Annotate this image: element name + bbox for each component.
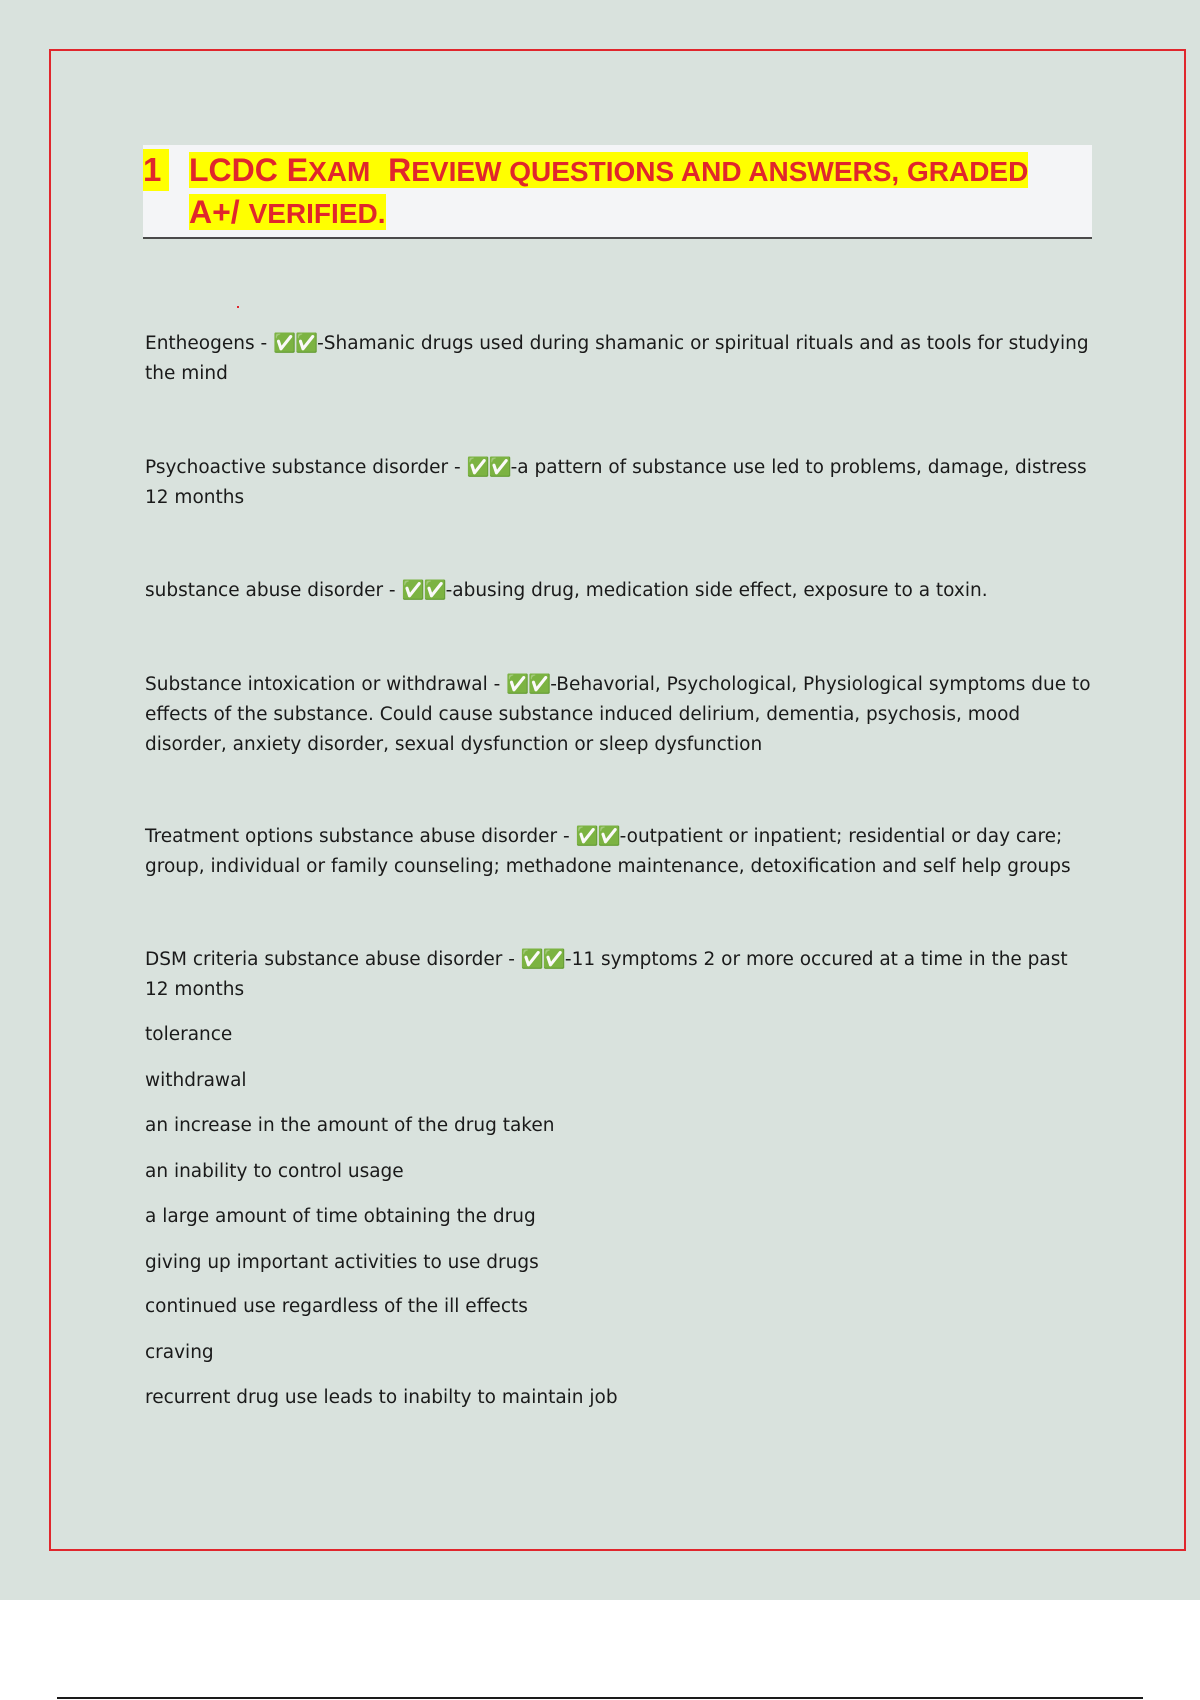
- dsm-list-item: an inability to control usage: [145, 1161, 404, 1182]
- entry-entheogens: [145, 329, 1095, 389]
- dsm-list-item: a large amount of time obtaining the drug: [145, 1206, 536, 1227]
- entry-term: substance abuse disorder -: [145, 580, 402, 601]
- decorative-dot: [237, 306, 239, 308]
- entry-treatment-options: [145, 822, 1095, 882]
- entry-term: DSM criteria substance abuse disorder -: [145, 949, 521, 970]
- dsm-list-item: withdrawal: [145, 1070, 247, 1091]
- check-mark-icon: ✅✅: [401, 580, 446, 601]
- entry-definition: -11 symptoms 2 or more occured at a time in the past 12 months: [145, 949, 1068, 1000]
- footer-divider: [57, 1697, 1143, 1699]
- entry-term: Psychoactive substance disorder -: [145, 457, 467, 478]
- entry-substance-abuse-disorder: [145, 576, 1095, 606]
- entry-dsm-criteria: [145, 945, 1095, 1005]
- check-mark-icon: ✅✅: [575, 826, 620, 847]
- entry-psychoactive-substance-disorder: [145, 453, 1095, 513]
- page-border: [49, 49, 1186, 1551]
- entry-definition: -outpatient or inpatient; residential or day care; group, individual or family counseling; methadone maintenance, detoxification and self help groups: [145, 826, 1071, 877]
- dsm-list-item: continued use regardless of the ill effects: [145, 1296, 528, 1317]
- entry-term: Substance intoxication or withdrawal -: [145, 674, 507, 695]
- check-mark-icon: ✅✅: [506, 674, 551, 695]
- entry-definition: -Behavorial, Psychological, Physiological symptoms due to effects of the substance. Could cause substance induced delirium, dementia, psychosis, mood disorder, anxiety disorder, sexual dysfunction or sleep dysfunction: [145, 674, 1091, 755]
- document-title: [143, 145, 1092, 239]
- dsm-list-item: an increase in the amount of the drug taken: [145, 1115, 555, 1136]
- entry-term: Entheogens -: [145, 333, 274, 354]
- dsm-list-item: giving up important activities to use drugs: [145, 1252, 539, 1273]
- check-mark-icon: ✅✅: [466, 457, 511, 478]
- title-line-2: A+/ VERIFIED.: [189, 194, 386, 230]
- entry-definition: -abusing drug, medication side effect, exposure to a toxin.: [445, 580, 988, 601]
- check-mark-icon: ✅✅: [273, 333, 318, 354]
- dsm-list-item: craving: [145, 1342, 214, 1363]
- dsm-list-item: recurrent drug use leads to inabilty to maintain job: [145, 1387, 618, 1408]
- title-line-1: LCDC EXAM REVIEW QUESTIONS AND ANSWERS, GRADED: [189, 152, 1029, 188]
- dsm-list-item: tolerance: [145, 1024, 233, 1045]
- title-number: 1: [143, 149, 169, 191]
- entry-substance-intoxication: [145, 670, 1095, 760]
- entry-term: Treatment options substance abuse disorder -: [145, 826, 576, 847]
- check-mark-icon: ✅✅: [520, 949, 565, 970]
- entry-definition: -a pattern of substance use led to problems, damage, distress 12 months: [145, 457, 1087, 508]
- entry-definition: -Shamanic drugs used during shamanic or spiritual rituals and as tools for studying the mind: [145, 333, 1089, 384]
